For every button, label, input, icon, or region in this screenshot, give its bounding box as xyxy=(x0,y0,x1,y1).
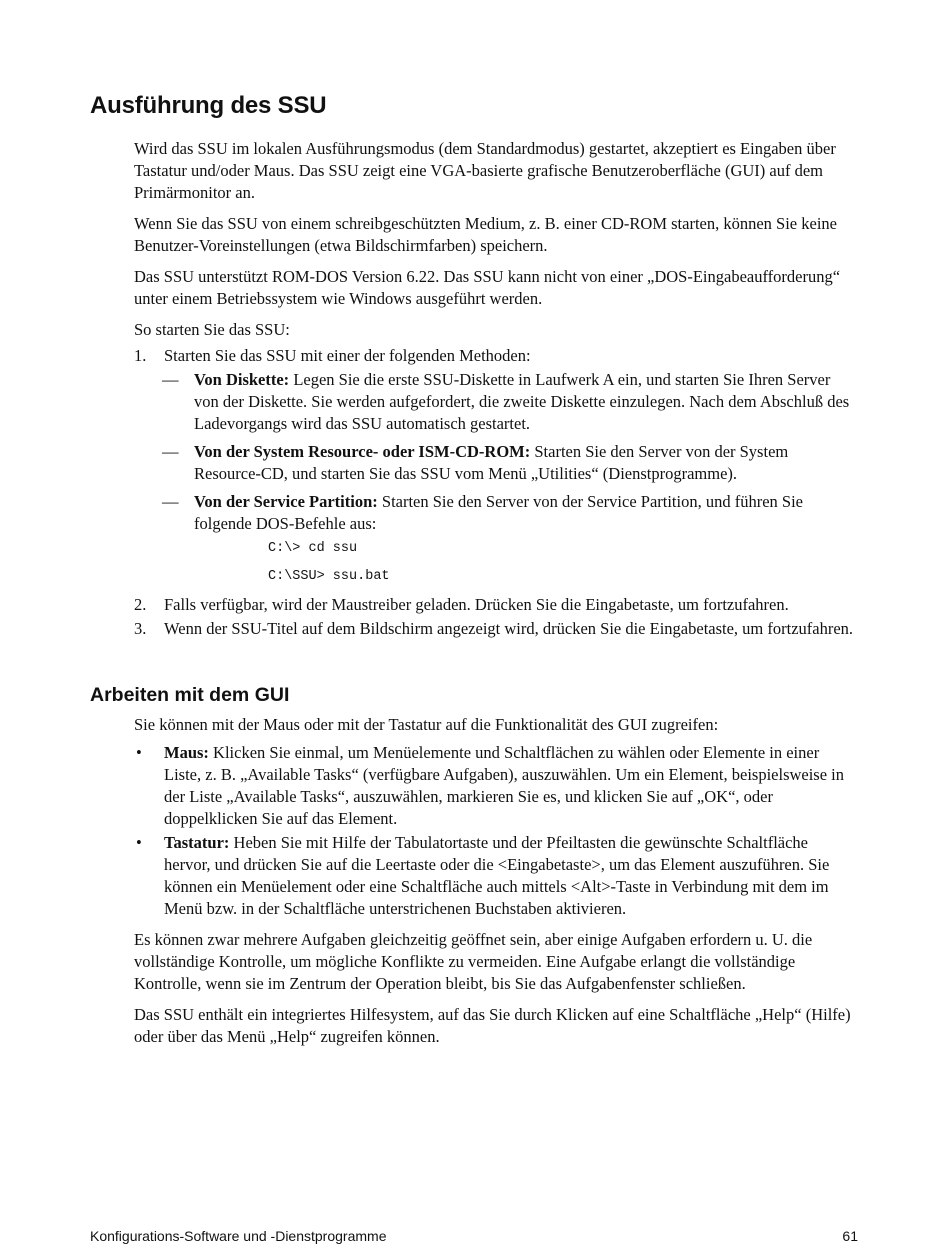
paragraph-start-intro: So starten Sie das SSU: xyxy=(134,320,290,339)
step-3 xyxy=(134,618,854,640)
page-number: 61 xyxy=(842,1228,858,1244)
bullet-label: Tastatur: xyxy=(164,833,230,852)
method-text: Starten Sie den Server von der Service Partition, und führen Sie folgende DOS-Befehle aus: xyxy=(194,492,803,533)
step-number: 3. xyxy=(134,619,147,638)
section-title-ausfuehrung: Ausführung des SSU xyxy=(90,92,327,119)
step-number: 2. xyxy=(134,595,147,614)
section-title-gui: Arbeiten mit dem GUI xyxy=(90,684,290,706)
dash-mark: — xyxy=(162,370,179,389)
dash-mark: — xyxy=(162,442,179,461)
method-label: Von Diskette: xyxy=(194,370,290,389)
bullet-mark: • xyxy=(136,743,142,762)
step-text: Falls verfügbar, wird der Maustreiber geladen. Drücken Sie die Eingabetaste, um fortzufahren. xyxy=(164,595,789,614)
bullet-mouse xyxy=(134,742,854,830)
code-line: C:\SSU> ssu.bat xyxy=(268,569,390,584)
method-cdrom xyxy=(134,441,854,485)
code-block xyxy=(134,538,854,588)
bullet-keyboard xyxy=(134,832,854,920)
method-label: Von der Service Partition: xyxy=(194,492,378,511)
bullet-label: Maus: xyxy=(164,743,209,762)
method-diskette xyxy=(134,369,854,435)
section1-body xyxy=(134,138,854,642)
method-label: Von der System Resource- oder ISM-CD-ROM: xyxy=(194,442,531,461)
bullet-text: Klicken Sie einmal, um Menüelemente und Schaltflächen zu wählen oder Elemente in einer Liste, z. B. „Available Tasks“ (verfügbare Aufgaben), auszuwählen. Um ein Element, beispielsweise in der Liste „Available Tasks“, auszuwählen, markieren Sie es, und klicken Sie auf „OK“, oder doppelklicken Sie auf das Element. xyxy=(164,743,845,828)
bullet-mark: • xyxy=(136,833,142,852)
step-number: 1. xyxy=(134,346,147,365)
method-text: Starten Sie den Server von der System Resource-CD, und starten Sie das SSU vom Menü „Utilities“ (Dienstprogramme). xyxy=(194,442,789,483)
paragraph-help: Das SSU enthält ein integriertes Hilfesystem, auf das Sie durch Klicken auf eine Schaltfläche „Help“ (Hilfe) oder über das Menü „Help“ zugreifen können. xyxy=(134,1005,851,1046)
method-text: Legen Sie die erste SSU-Diskette in Laufwerk A ein, und starten Sie Ihren Server von der Diskette. Sie werden aufgefordert, die zweite Diskette einzulegen. Nach dem Abschluß des Ladevorgangs wird das SSU automatisch gestartet. xyxy=(194,370,850,433)
paragraph-intro: Wird das SSU im lokalen Ausführungsmodus (dem Standardmodus) gestartet, akzeptiert es Eingaben über Tastatur und/oder Maus. Das SSU zeigt eine VGA-basierte grafische Benutzeroberfläche (GUI) auf dem Primärmonitor an. xyxy=(134,139,836,202)
footer-title: Konfigurations-Software und -Dienstprogramme xyxy=(90,1228,387,1244)
paragraph-romdos: Das SSU unterstützt ROM-DOS Version 6.22. Das SSU kann nicht von einer „DOS-Eingabeaufforderung“ unter einem Betriebssystem wie Windows ausgeführt werden. xyxy=(134,267,841,308)
paragraph-gui-intro: Sie können mit der Maus oder mit der Tastatur auf die Funktionalität des GUI zugreifen: xyxy=(134,715,719,734)
paragraph-readonly-media: Wenn Sie das SSU von einem schreibgeschützten Medium, z. B. einer CD-ROM starten, können Sie keine Benutzer-Voreinstellungen (etwa Bildschirmfarben) speichern. xyxy=(134,214,837,255)
step-text: Wenn der SSU-Titel auf dem Bildschirm angezeigt wird, drücken Sie die Eingabetaste, um fortzufahren. xyxy=(164,619,854,638)
bullet-text: Heben Sie mit Hilfe der Tabulatortaste und der Pfeiltasten die gewünschte Schaltfläche hervor, und drücken Sie auf die Leertaste oder die <Eingabetaste>, um das Element auszuführen. Sie können ein Menüelement oder eine Schaltfläche auch mittels <Alt>-Taste in Verbindung mit dem im Menü bzw. in der Schaltfläche unterstrichenen Buchstaben aktivieren. xyxy=(164,833,830,918)
step-2 xyxy=(134,594,854,616)
dash-mark: — xyxy=(162,492,179,511)
paragraph-multitask: Es können zwar mehrere Aufgaben gleichzeitig geöffnet sein, aber einige Aufgaben erfordern u. U. die vollständige Kontrolle, um mögliche Konflikte zu vermeiden. Eine Aufgabe erlangt die vollständige Kontrolle, wenn sie im Zentrum der Operation bleibt, bis Sie das Aufgabenfenster schließen. xyxy=(134,930,813,993)
step-1 xyxy=(134,345,854,367)
section2-body xyxy=(134,714,854,1057)
code-line: C:\> cd ssu xyxy=(268,541,358,556)
step-text: Starten Sie das SSU mit einer der folgenden Methoden: xyxy=(164,346,531,365)
method-service-partition xyxy=(134,491,854,535)
